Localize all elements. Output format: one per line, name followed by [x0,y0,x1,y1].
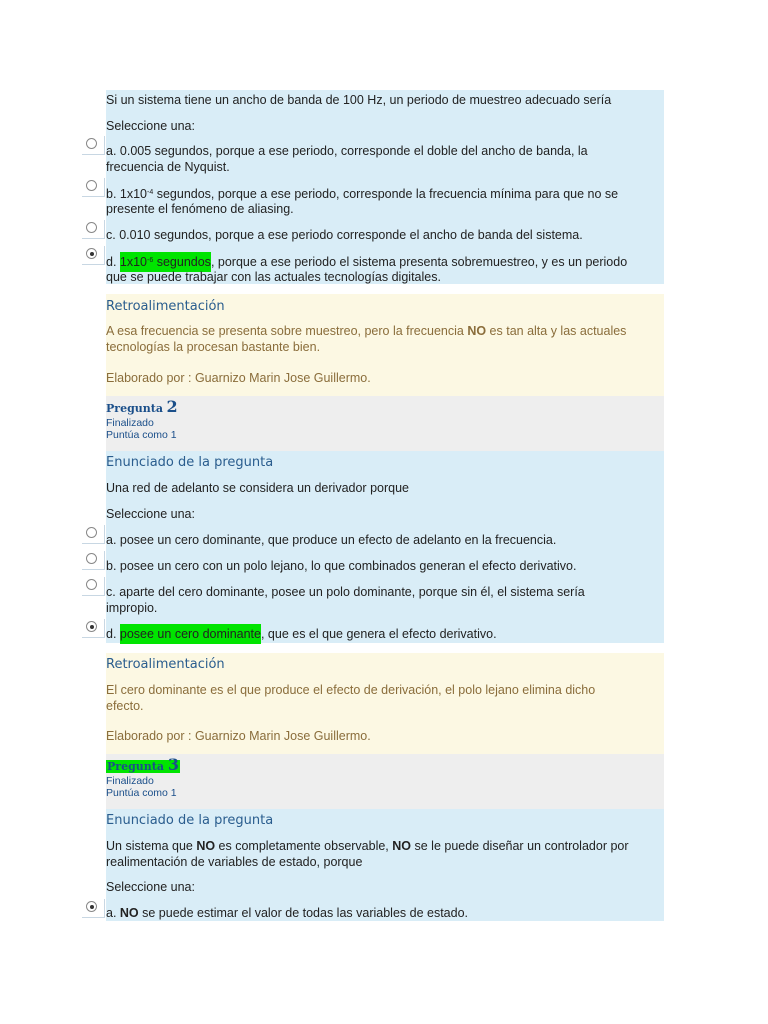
option-a-line-1[interactable]: a. 0.005 segundos, porque a ese periodo, corresponde el doble del ancho de banda, la [106,144,588,158]
exponent: -6 [147,257,154,264]
option-b-radio[interactable] [82,178,105,197]
option-c-line-2[interactable]: impropio. [106,601,158,615]
option-a-radio[interactable] [82,136,105,155]
option-b-line-2[interactable]: presente el fenómeno de aliasing. [106,202,294,216]
feedback-line-2: efecto. [106,699,144,713]
radio-selected-icon [86,621,97,632]
option-c-radio[interactable] [82,577,105,596]
question-label: Pregunta [107,760,164,773]
highlighted-answer: posee un cero dominante [120,624,261,644]
question-heading: Enunciado de la pregunta [106,455,274,470]
question-score: Puntúa como 1 [106,787,177,799]
question-status: Finalizado [106,775,154,787]
prompt-bold-1: NO [196,839,216,853]
option-a-line-1[interactable]: a. posee un cero dominante, que produce un efecto de adelanto en la frecuencia. [106,533,557,547]
option-b-radio[interactable] [82,551,105,570]
radio-circle-icon [86,222,97,233]
feedback-2-panel [106,653,664,754]
question-3-info [106,754,664,809]
question-status: Finalizado [106,417,154,429]
question-prompt-line-2: realimentación de variables de estado, porque [106,855,363,869]
radio-circle-icon [86,138,97,149]
option-a-line-1[interactable] [106,905,658,921]
option-b-line-1[interactable] [106,185,658,202]
option-a-text-rest: se puede estimar el valor de todas las variables de estado. [138,906,469,920]
highlight-text-rest: segundos [153,255,211,269]
option-d-radio-selected[interactable] [82,619,105,638]
select-label: Seleccione una: [106,507,195,521]
radio-selected-icon [86,901,97,912]
select-label: Seleccione una: [106,880,195,894]
option-d-text-rest: , porque a ese periodo el sistema presenta sobremuestreo, y es un periodo [210,255,628,269]
question-score: Puntúa como 1 [106,429,177,441]
option-a-prefix: a. [106,906,120,920]
feedback-text-rest: es tan alta y las actuales [486,324,627,338]
option-b-text-rest: segundos, porque a ese periodo, corresponde la frecuencia mínima para que no se [153,187,619,201]
option-a-radio[interactable] [82,525,105,544]
option-c-line-1[interactable]: c. 0.010 segundos, porque a ese periodo corresponde el ancho de banda del sistema. [106,228,583,242]
feedback-text: A esa frecuencia se presenta sobre muestreo, pero la frecuencia [106,324,468,338]
option-b-text: b. 1x10 [106,187,148,201]
prompt-bold-2: NO [392,839,412,853]
option-a-bold: NO [119,906,139,920]
feedback-line-2: tecnologías la procesan bastante bien. [106,340,321,354]
radio-selected-icon [86,248,97,259]
radio-circle-icon [86,180,97,191]
option-d-line-2[interactable]: que se puede trabajar con las actuales tecnologías digitales. [106,270,441,284]
question-1-panel [106,90,664,284]
radio-circle-icon [86,579,97,590]
feedback-author: Elaborado por : Guarnizo Marin Jose Guillermo. [106,371,371,385]
option-a-line-2[interactable]: frecuencia de Nyquist. [106,160,230,174]
prompt-text-rest: se le puede diseñar un controlador por [411,839,629,853]
option-d-prefix: d. [106,627,120,641]
feedback-line-1 [106,323,658,339]
feedback-author: Elaborado por : Guarnizo Marin Jose Guillermo. [106,729,371,743]
prompt-text: Un sistema que [106,839,197,853]
question-num: 3 [167,755,179,774]
prompt-text-mid: es completamente observable, [215,839,393,853]
question-heading: Enunciado de la pregunta [106,813,274,828]
select-label: Seleccione una: [106,119,195,133]
feedback-bold: NO [467,324,487,338]
question-2-panel [106,451,664,643]
feedback-heading: Retroalimentación [106,657,225,672]
option-d-line-1[interactable] [106,626,658,642]
question-2-info [106,396,664,451]
option-c-line-1[interactable]: c. aparte del cero dominante, posee un polo dominante, porque sin él, el sistema sería [106,585,585,599]
question-prompt-line-1 [106,838,658,854]
question-num: 2 [166,397,178,416]
highlight-text: 1x10 [119,255,148,269]
option-d-line-1[interactable] [106,253,658,270]
option-a-radio-selected[interactable] [82,899,105,918]
feedback-heading: Retroalimentación [106,299,225,314]
question-label: Pregunta [106,402,163,415]
option-b-line-1[interactable]: b. posee un cero con un polo lejano, lo que combinados generan el efecto derivativo. [106,559,577,573]
option-c-radio[interactable] [82,220,105,239]
question-number [106,398,658,418]
feedback-1-panel [106,294,664,396]
question-number [106,756,658,776]
option-d-radio-selected[interactable] [82,246,105,265]
radio-circle-icon [86,527,97,538]
option-d-text-rest: , que es el que genera el efecto derivativo. [260,627,497,641]
question-label-highlight [106,755,180,774]
option-d-prefix: d. [106,255,120,269]
feedback-line-1: El cero dominante es el que produce el efecto de derivación, el polo lejano elimina dicho [106,683,596,697]
exponent: -4 [147,189,154,196]
question-3-panel [106,809,664,921]
question-prompt: Si un sistema tiene un ancho de banda de 100 Hz, un periodo de muestreo adecuado sería [106,93,612,107]
radio-circle-icon [86,553,97,564]
question-prompt: Una red de adelanto se considera un derivador porque [106,481,409,495]
